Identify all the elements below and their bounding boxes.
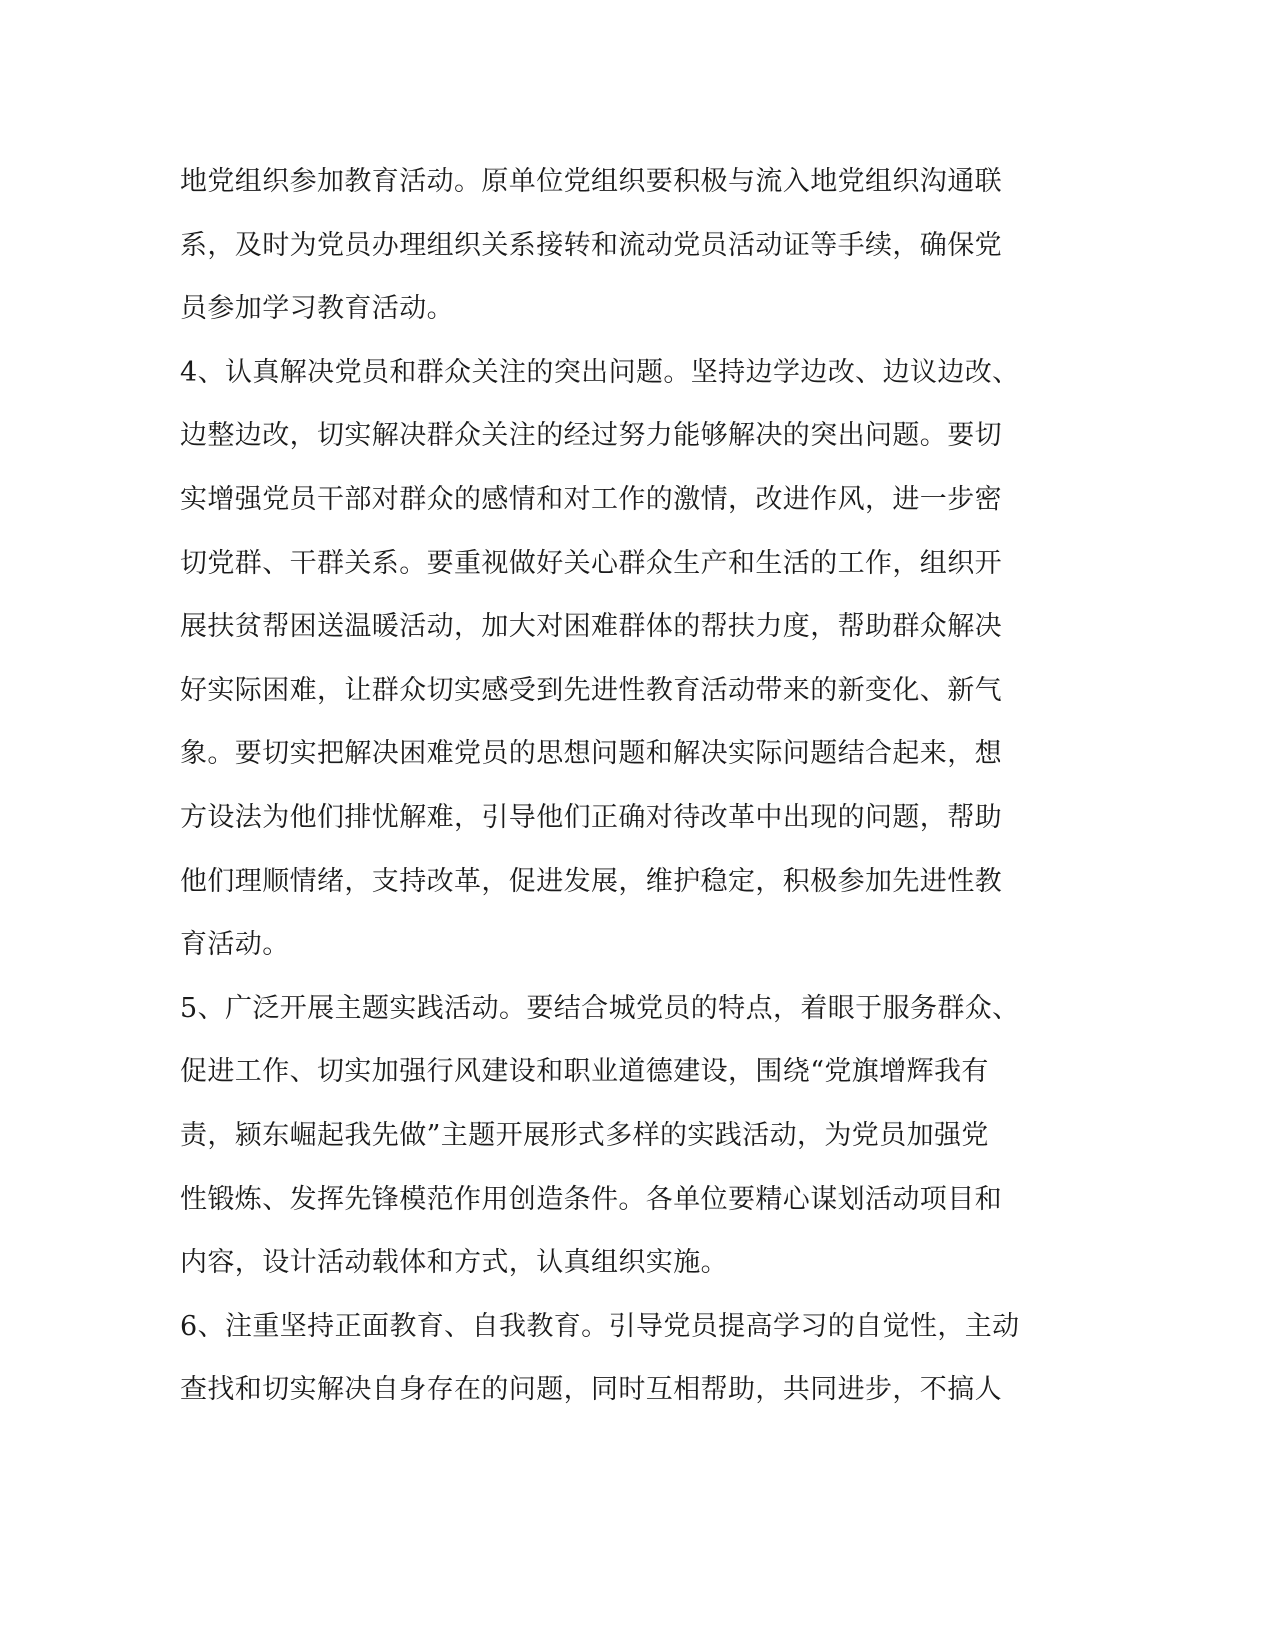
text-line: 责，颍东崛起我先做”主题开展形式多样的实践活动，为党员加强党 bbox=[180, 1119, 989, 1151]
text-line: 员参加学习教育活动。 bbox=[180, 293, 454, 325]
text-line: 好实际困难，让群众切实感受到先进性教育活动带来的新变化、新气 bbox=[180, 674, 1002, 706]
text-line: 地党组织参加教育活动。原单位党组织要积极与流入地党组织沟通联 bbox=[180, 166, 1002, 197]
text-line: 6、注重坚持正面教育、自我教育。引导党员提高学习的自觉性，主动 bbox=[180, 1310, 1020, 1342]
text-line: 他们理顺情绪，支持改革，促进发展，维护稳定，积极参加先进性教 bbox=[180, 865, 1002, 897]
text-line: 4、认真解决党员和群众关注的突出问题。坚持边学边改、边议边改、 bbox=[180, 356, 1020, 388]
text-line: 5、广泛开展主题实践活动。要结合城党员的特点，着眼于服务群众、 bbox=[180, 992, 1020, 1024]
text-line: 切党群、干群关系。要重视做好关心群众生产和生活的工作，组织开 bbox=[180, 547, 1002, 579]
text-line: 内容，设计活动载体和方式，认真组织实施。 bbox=[180, 1247, 728, 1279]
text-line: 系，及时为党员办理组织关系接转和流动党员活动证等手续，确保党 bbox=[180, 229, 1002, 261]
text-line: 方设法为他们排忧解难，引导他们正确对待改革中出现的问题，帮助 bbox=[180, 801, 1002, 833]
text-line: 象。要切实把解决困难党员的思想问题和解决实际问题结合起来，想 bbox=[180, 738, 1002, 770]
text-line: 边整边改，切实解决群众关注的经过努力能够解决的突出问题。要切 bbox=[180, 420, 1002, 452]
text-line: 育活动。 bbox=[180, 929, 290, 961]
text-line: 性锻炼、发挥先锋模范作用创造条件。各单位要精心谋划活动项目和 bbox=[180, 1183, 1002, 1215]
document-body bbox=[180, 150, 1060, 1422]
text-line: 促进工作、切实加强行风建设和职业道德建设，围绕“党旗增辉我有 bbox=[180, 1056, 989, 1088]
text-line: 查找和切实解决自身存在的问题，同时互相帮助，共同进步，不搞人 bbox=[180, 1374, 1002, 1406]
text-line: 实增强党员干部对群众的感情和对工作的激情，改进作风，进一步密 bbox=[180, 483, 1002, 515]
text-line: 展扶贫帮困送温暖活动，加大对困难群体的帮扶力度，帮助群众解决 bbox=[180, 611, 1002, 643]
